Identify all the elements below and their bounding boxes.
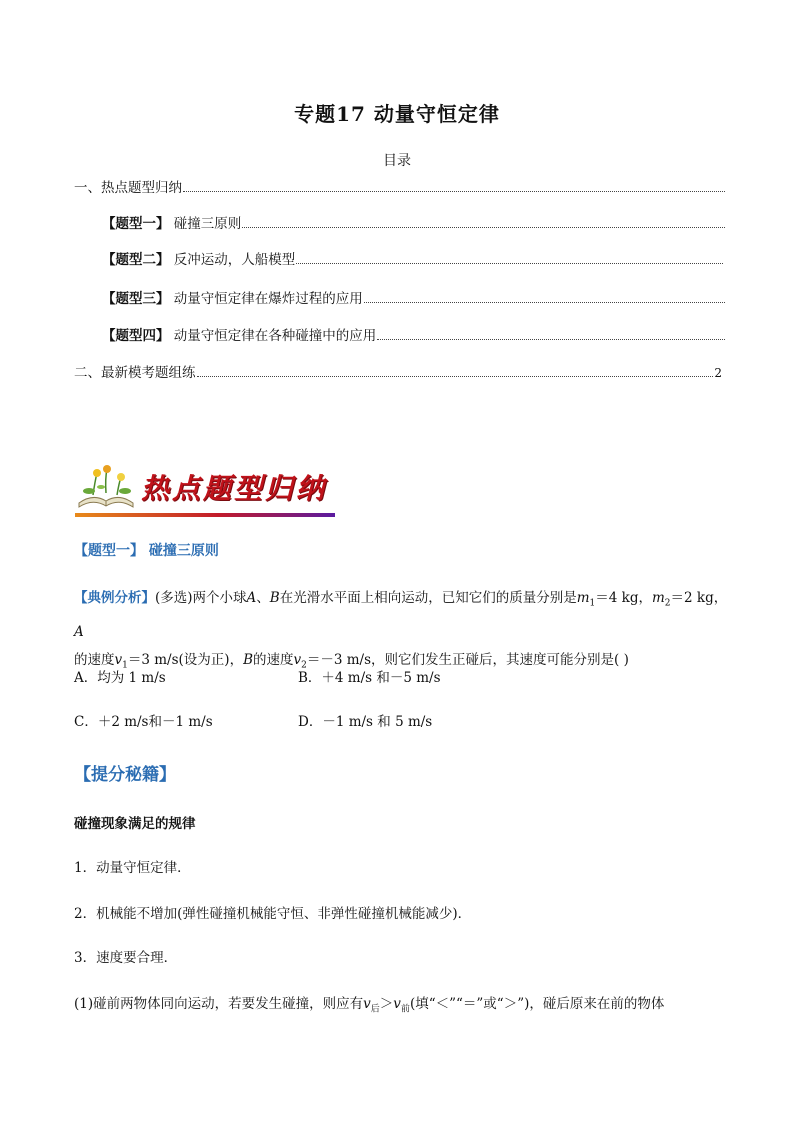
banner-underline xyxy=(75,513,335,517)
toc-leader-dots xyxy=(197,375,714,377)
option-d[interactable]: D．－1 m/s 和 5 m/s xyxy=(298,714,433,730)
toc-leader-dots xyxy=(183,190,725,192)
example-text: ＝4 kg， xyxy=(595,590,652,606)
toc-leader-dots xyxy=(296,262,723,264)
toc-label: 一、热点题型归纳 xyxy=(74,180,182,196)
toc-bracket: 【题型三】 xyxy=(102,291,170,307)
open-book-flowers-icon xyxy=(75,463,137,511)
toc-bracket: 【题型二】 xyxy=(102,252,170,268)
rule-text: (填“＜”“＝”或“＞”)，碰后原来在前的物体 xyxy=(409,996,665,1012)
section-bracket: 【题型一】 xyxy=(74,543,144,559)
var-a: A xyxy=(246,590,257,606)
example-text: 的速度 xyxy=(253,651,294,668)
tips-heading: 【提分秘籍】 xyxy=(74,765,176,785)
example-text: ＝2 kg， xyxy=(670,590,728,606)
rule-text: (1)碰前两物体同向运动，若要发生碰撞，则应有 xyxy=(74,996,364,1012)
option-a[interactable]: A．均为 1 m/s xyxy=(74,670,166,686)
var-v: v xyxy=(363,996,371,1012)
section-heading xyxy=(74,540,219,560)
toc-label: 碰撞三原则 xyxy=(169,216,242,232)
example-text: (多选)两个小球 xyxy=(155,590,247,606)
toc-label: 二、最新模考题组练 xyxy=(74,365,196,381)
toc-item-type-3[interactable] xyxy=(102,287,726,305)
option-c[interactable]: C．＋2 m/s和－1 m/s xyxy=(74,714,213,730)
example-text: 在光滑水平面上相向运动，已知它们的质量分别是 xyxy=(279,590,577,606)
var-m1: m xyxy=(576,590,590,606)
section-banner xyxy=(75,463,335,517)
section-label: 碰撞三原则 xyxy=(144,543,219,559)
rule-text: ＞ xyxy=(379,996,394,1012)
rule-2: 2．机械能不增加(弹性碰撞机械能守恒、非弹性碰撞机械能减少)． xyxy=(74,906,472,922)
var-m2: m xyxy=(651,590,665,606)
subscript: 后 xyxy=(370,1004,380,1015)
banner-title: 热点题型归纳 xyxy=(141,472,328,505)
example-tag: 【典例分析】 xyxy=(74,590,155,606)
var-b: B xyxy=(243,651,253,668)
example-text: 的速度 xyxy=(74,651,115,668)
rule-3: 3．速度要合理． xyxy=(74,950,178,966)
subscript: 1 xyxy=(589,598,596,609)
toc-leader-dots xyxy=(377,338,725,340)
example-text: ＝－3 m/s，则它们发生正碰后，其速度可能分别是( ) xyxy=(306,651,629,668)
toc-page: 2 xyxy=(714,366,722,380)
var-v2: v xyxy=(293,651,302,668)
example-text: ＝3 m/s(设为正)， xyxy=(127,651,244,668)
toc-bracket: 【题型四】 xyxy=(102,328,170,344)
option-b[interactable]: B．＋4 m/s 和－5 m/s xyxy=(298,670,441,686)
subscript: 前 xyxy=(400,1004,410,1015)
toc-label: 反冲运动，人船模型 xyxy=(169,252,296,268)
var-v1: v xyxy=(114,651,123,668)
var-a: A xyxy=(74,623,84,640)
toc-item-type-2[interactable] xyxy=(102,248,724,266)
toc-item-type-4[interactable] xyxy=(102,324,726,342)
toc-leader-dots xyxy=(364,301,725,303)
subscript: 1 xyxy=(122,660,128,671)
subscript: 2 xyxy=(664,598,671,609)
tips-subheading: 碰撞现象满足的规律 xyxy=(74,816,196,832)
var-v: v xyxy=(393,996,401,1012)
toc-label: 动量守恒定律在各种碰撞中的应用 xyxy=(169,328,377,344)
subscript: 2 xyxy=(301,660,307,671)
toc-item-type-1[interactable] xyxy=(102,212,726,230)
toc-label: 动量守恒定律在爆炸过程的应用 xyxy=(169,291,363,307)
rule-3-1 xyxy=(74,992,734,1015)
toc-bracket: 【题型一】 xyxy=(102,216,170,232)
toc-heading: 目录 xyxy=(383,153,411,169)
toc-leader-dots xyxy=(242,226,725,228)
toc-item-mock-exams[interactable] xyxy=(74,361,722,379)
rule-1: 1．动量守恒定律． xyxy=(74,860,191,876)
toc-item-hot-topics[interactable] xyxy=(74,176,726,194)
var-b: B xyxy=(269,590,280,606)
page-title: 专题17 动量守恒定律 xyxy=(294,102,500,126)
example-text: 、 xyxy=(256,590,270,606)
